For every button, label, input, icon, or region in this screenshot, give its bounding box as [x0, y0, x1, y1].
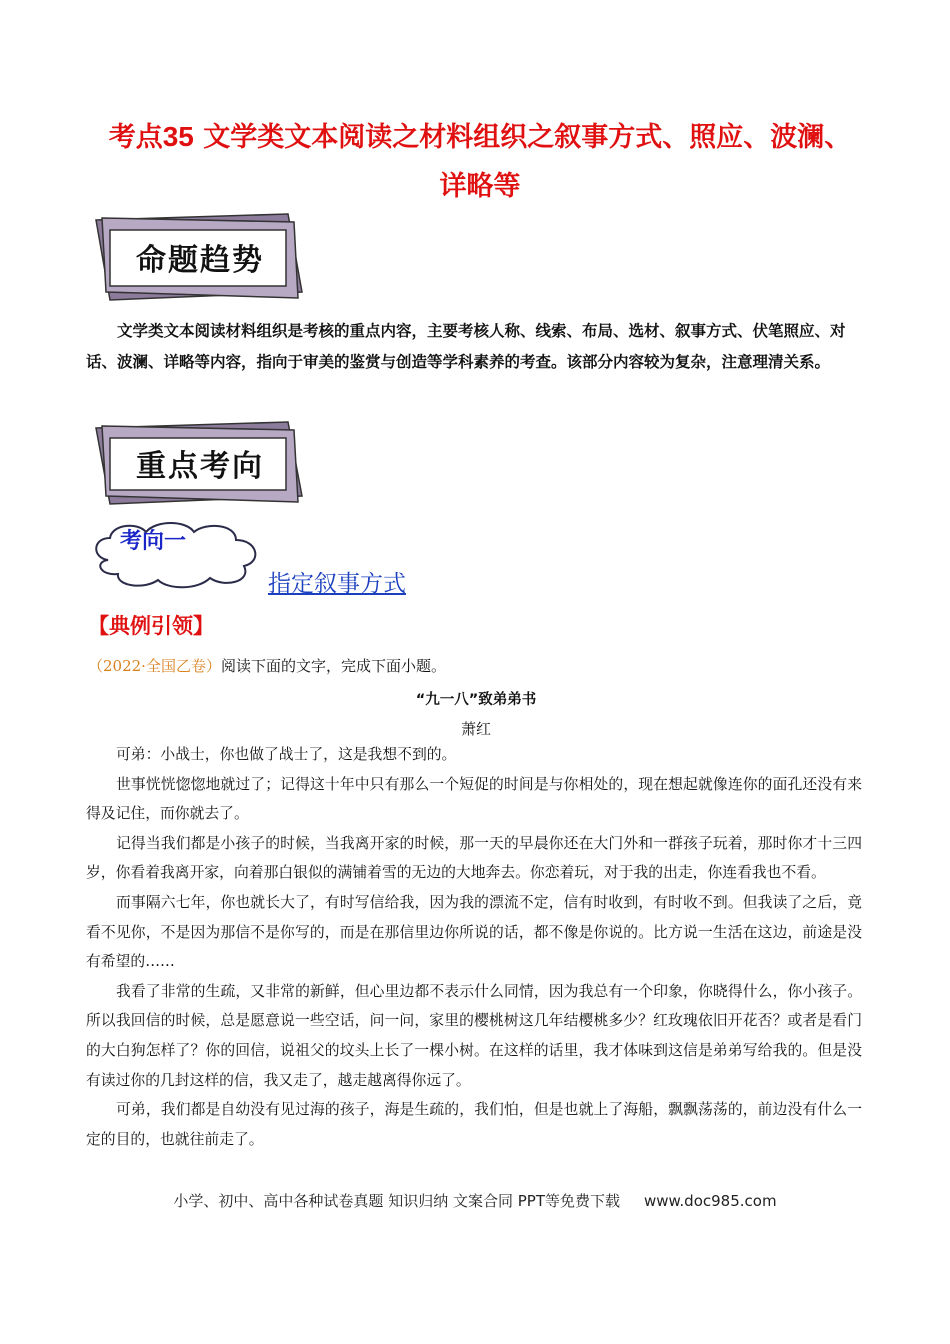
article-body — [86, 740, 862, 1154]
example-label: 【典例引领】 — [88, 613, 214, 638]
article-paragraph: 可弟：小战士，你也做了战士了，这是我想不到的。 — [116, 746, 457, 763]
direction-cloud — [86, 520, 266, 594]
article-title: “九一八”致弟弟书 — [415, 692, 537, 708]
banner-key-directions — [92, 420, 308, 506]
intro-paragraph: 文学类文本阅读材料组织是考核的重点内容，主要考核人称、线索、布局、选材、叙事方式、伏笔照应、对话、波澜、详略等内容，指向于审美的鉴赏与创造等学科素养的考查。该部分内容较为复杂，注意理清关系。 — [86, 322, 846, 371]
article-paragraph: 我看了非常的生疏，又非常的新鲜，但心里边都不表示什么同情，因为我总有一个印象，你晓得什么，你小孩子。所以我回信的时候，总是愿意说一些空话，问一问，家里的樱桃树这几年结樱桃多少？红玫瑰依旧开花否？或者是看门的大白狗怎样了？你的回信，说祖父的坟头上长了一棵小树。在这样的话里，我才体味到这信是弟弟写给我的。但是没有读过你的几封这样的信，我又走了，越走越离得你远了。 — [86, 982, 862, 1089]
article-paragraph: 而事隔六七年，你也就长大了，有时写信给我，因为我的漂流不定，信有时收到，有时收不到。但我读了之后，竟看不见你，不是因为那信不是你写的，而是在那信里边你所说的话，都不像是你说的。比方说一生活在这边，前途是没有希望的…… — [86, 893, 862, 971]
title-line-2: 详略等 — [439, 171, 521, 202]
exam-source — [88, 655, 446, 676]
title-line-1: 考点35 文学类文本阅读之材料组织之叙事方式、照应、波澜、 — [108, 121, 852, 153]
subsection-heading-link[interactable]: 指定叙事方式 — [268, 571, 406, 597]
article-author: 萧红 — [460, 720, 491, 738]
footer-text: 小学、初中、高中各种试卷真题 知识归纳 文案合同 PPT等免费下载 — [173, 1192, 620, 1210]
article-paragraph: 世事恍恍惚惚地就过了；记得这十年中只有那么一个短促的时间是与你相处的，现在想起就像连你的面孔还没有来得及记住，而你就去了。 — [86, 775, 862, 823]
banner-label: 重点考向 — [136, 449, 264, 484]
page-footer — [0, 1190, 950, 1211]
banner-label: 命题趋势 — [136, 243, 264, 278]
cloud-label: 考向一 — [120, 528, 187, 554]
page-title — [80, 112, 880, 211]
banner-proposition-trend — [92, 212, 308, 302]
source-tag: （2022·全国乙卷） — [88, 657, 221, 675]
footer-site-link[interactable]: www.doc985.com — [643, 1192, 777, 1210]
source-instruction: 阅读下面的文字，完成下面小题。 — [220, 657, 446, 675]
article-paragraph: 可弟，我们都是自幼没有见过海的孩子，海是生疏的，我们怕，但是也就上了海船，飘飘荡荡的，前边没有什么一定的目的，也就往前走了。 — [86, 1101, 862, 1148]
topic-number: 35 — [162, 121, 194, 152]
article-paragraph: 记得当我们都是小孩子的时候，当我离开家的时候，那一天的早晨你还在大门外和一群孩子玩着，那时你才十三四岁，你看着我离开家，向着那白银似的满铺着雪的无边的大地奔去。你恋着玩，对于我的出走，你连看我也不看。 — [86, 834, 862, 882]
